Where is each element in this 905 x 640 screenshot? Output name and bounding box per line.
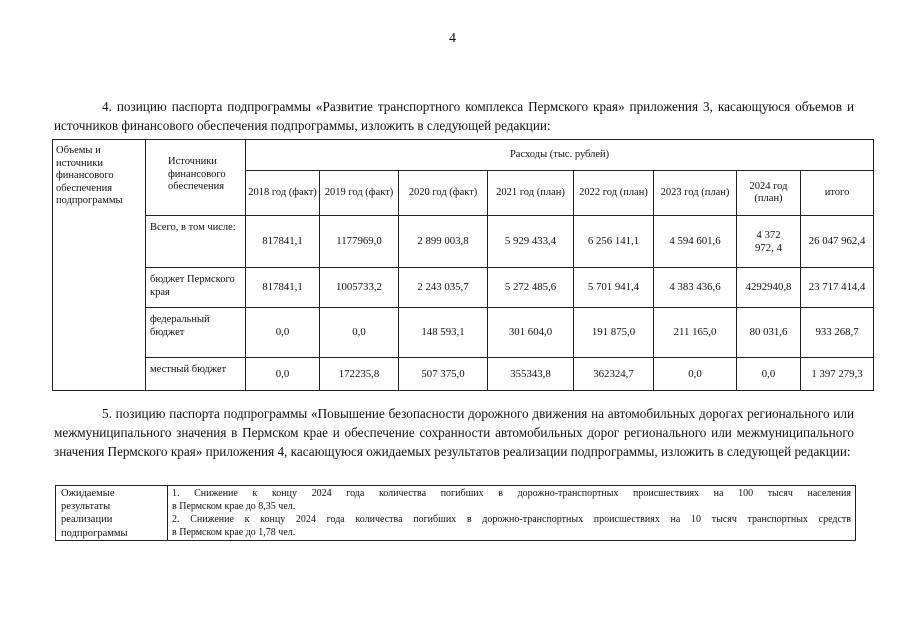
table-cell: 5 272 485,6 — [488, 268, 574, 308]
results-label: Ожидаемые результаты реализации подпрограммы — [61, 488, 128, 539]
table-cell: 172235,8 — [320, 358, 399, 391]
financing-label: Объемы и источники финансового обеспечения подпрограммы — [56, 145, 123, 206]
table-cell: 2 243 035,7 — [399, 268, 488, 308]
table-cell: 0,0 — [737, 358, 801, 391]
table-cell: 507 375,0 — [399, 358, 488, 391]
row-label: федеральный бюджет — [146, 308, 246, 358]
column-header: 2019 год (факт) — [320, 171, 399, 216]
table-cell: 933 268,7 — [801, 308, 874, 358]
table-cell: 5 701 941,4 — [574, 268, 654, 308]
sources-header: Источники финансового обеспечения — [168, 156, 226, 192]
table-cell: 26 047 962,4 — [801, 216, 874, 268]
table-cell: 6 256 141,1 — [574, 216, 654, 268]
table-row — [53, 216, 874, 268]
row-label: бюджет Пермского края — [146, 268, 246, 308]
page-number: 4 — [449, 31, 456, 46]
row-label: Всего, в том числе: — [146, 216, 246, 268]
result-item-2-line-1: 2. Снижение к концу 2024 года количества погибших в дорожно-транспортных происшествиях на 10 тысяч транспортных средств — [172, 513, 851, 525]
result-item-1-line-1: 1. Снижение к концу 2024 года количества погибших в дорожно-транспортных происшествиях на 100 тысяч населения — [172, 487, 851, 499]
column-header: 2024 год (план) — [737, 171, 801, 216]
table-cell: 2 899 003,8 — [399, 216, 488, 268]
table-cell: 4 383 436,6 — [654, 268, 737, 308]
table-cell: 817841,1 — [246, 268, 320, 308]
table-cell: 211 165,0 — [654, 308, 737, 358]
results-text-cell — [168, 486, 856, 541]
table-cell: 23 717 414,4 — [801, 268, 874, 308]
table-cell: 1 397 279,3 — [801, 358, 874, 391]
table-cell: 4 372 972, 4 — [737, 216, 801, 268]
column-header: 2023 год (план) — [654, 171, 737, 216]
table-row — [53, 268, 874, 308]
column-header: 2018 год (факт) — [246, 171, 320, 216]
paragraph-4-text: 4. позицию паспорта подпрограммы «Развитие транспортного комплекса Пермского края» приложения 3, касающуюся объемов и источников финансового обеспечения подпрограммы, изложить в следующей редакции: — [54, 99, 854, 133]
table-cell: 1177969,0 — [320, 216, 399, 268]
results-table — [55, 485, 856, 541]
table-cell: 1005733,2 — [320, 268, 399, 308]
table-cell: 301 604,0 — [488, 308, 574, 358]
financing-table — [52, 139, 874, 391]
table-cell: 0,0 — [246, 358, 320, 391]
expenses-header: Расходы (тыс. рублей) — [509, 148, 610, 160]
table-cell: 817841,1 — [246, 216, 320, 268]
sources-header-cell — [146, 140, 246, 216]
column-header: 2020 год (факт) — [399, 171, 488, 216]
paragraph-4 — [54, 97, 854, 135]
paragraph-5 — [54, 404, 854, 461]
column-header: 2021 год (план) — [488, 171, 574, 216]
table-cell: 355343,8 — [488, 358, 574, 391]
expenses-header-cell — [246, 140, 874, 171]
table-row — [53, 358, 874, 391]
table-cell: 0,0 — [246, 308, 320, 358]
result-item-1-line-2: в Пермском крае до 8,35 чел. — [172, 500, 296, 512]
table-cell: 0,0 — [654, 358, 737, 391]
table-cell: 362324,7 — [574, 358, 654, 391]
financing-label-cell — [53, 140, 146, 391]
column-header: 2022 год (план) — [574, 171, 654, 216]
table-cell: 5 929 433,4 — [488, 216, 574, 268]
table-cell: 80 031,6 — [737, 308, 801, 358]
table-cell: 4292940,8 — [737, 268, 801, 308]
table-cell: 0,0 — [320, 308, 399, 358]
results-label-cell — [56, 486, 168, 541]
table-row — [53, 308, 874, 358]
table-cell: 191 875,0 — [574, 308, 654, 358]
paragraph-5-text: 5. позицию паспорта подпрограммы «Повышение безопасности дорожного движения на автомобильных дорогах регионального или межмуниципального значения в Пермском крае и обеспечение сохранности автомобильных дорог регионального или межмуниципального значения Пермского края» приложения 4, касающуюся ожидаемых результатов реализации подпрограммы, изложить в следующей редакции: — [54, 406, 854, 459]
table-cell: 4 594 601,6 — [654, 216, 737, 268]
row-label: местный бюджет — [146, 358, 246, 391]
table-cell: 148 593,1 — [399, 308, 488, 358]
result-item-2-line-2: в Пермском крае до 1,78 чел. — [172, 526, 296, 538]
column-header: итого — [801, 171, 874, 216]
